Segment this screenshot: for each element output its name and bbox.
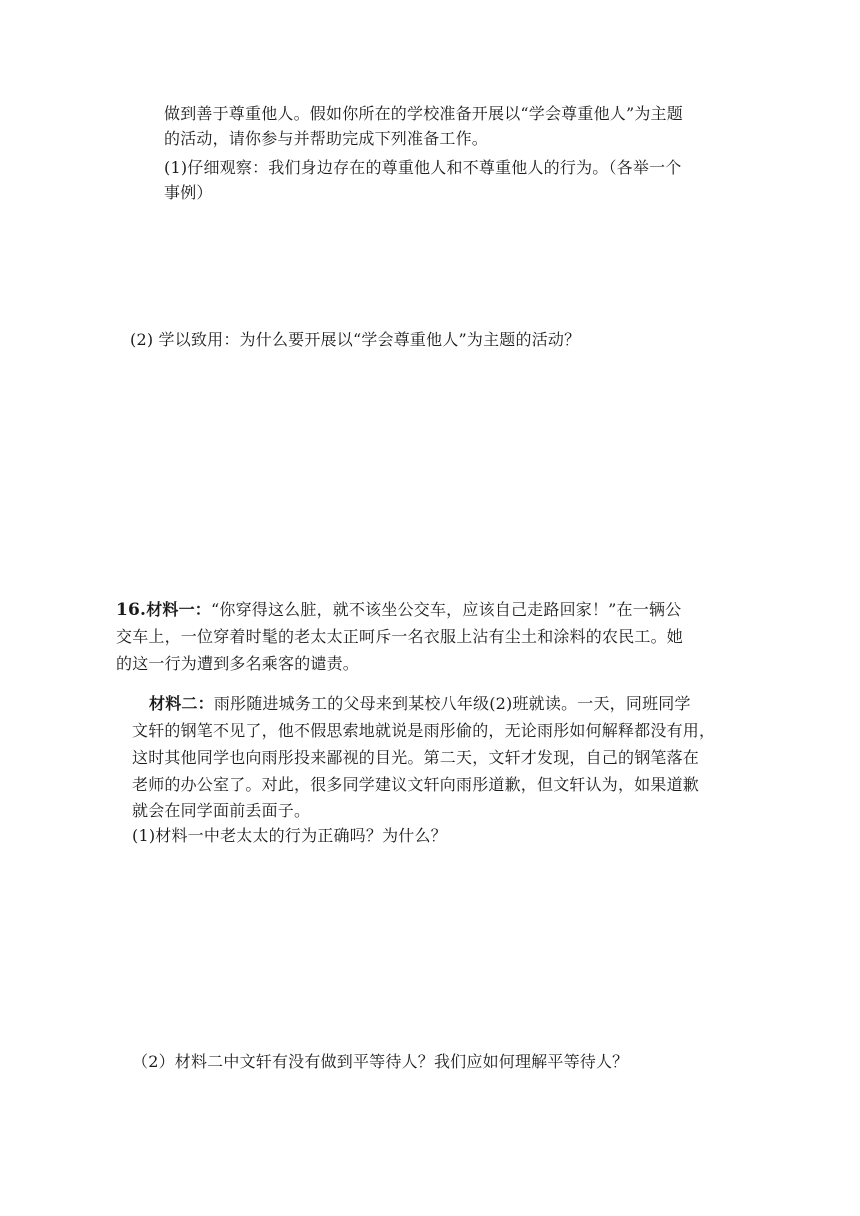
intro-line-2: 的活动，请你参与并帮助完成下列准备工作。 xyxy=(164,129,489,148)
material-1-label: 材料一： xyxy=(146,600,211,619)
question-16-1: (1)材料一中老太太的行为正确吗？为什么？ xyxy=(132,826,447,845)
question-15-2: (2) 学以致用：为什么要开展以“学会尊重他人”为主题的活动？ xyxy=(130,330,581,349)
material-2-line-5: 就会在同学面前丢面子。 xyxy=(132,801,311,820)
question-16-2: （2）材料二中文轩有没有做到平等待人？我们应如何理解平等待人？ xyxy=(132,1052,629,1071)
material-2-text: 雨彤随进城务工的父母来到某校八年级(2)班就读。一天，同班同学 xyxy=(213,694,691,713)
material-2-line-4: 老师的办公室了。对此，很多同学建议文轩向雨彤道歉，但文轩认为，如果道歉 xyxy=(132,775,700,794)
material-2-line-3: 这时其他同学也向雨彤投来鄙视的目光。第二天，文轩才发现，自己的钢笔落在 xyxy=(132,748,700,767)
question-number: 16. xyxy=(116,600,147,620)
material-2-label: 材料二： xyxy=(149,694,214,713)
material-2-line-2: 文轩的钢笔不见了，他不假思索地就说是雨彤偷的，无论雨彤如何解释都没有用， xyxy=(132,721,716,740)
material-1-line-3: 的这一行为遭到多名乘客的谴责。 xyxy=(116,654,360,673)
material-2-line-1 xyxy=(149,691,691,716)
question-15-1-line-1: (1)仔细观察：我们身边存在的尊重他人和不尊重他人的行为。（各举一个 xyxy=(164,158,682,177)
material-1-text: “你穿得这么脏，就不该坐公交车，应该自己走路回家！”在一辆公 xyxy=(211,600,682,619)
question-15-1-line-2: 事例） xyxy=(164,183,213,202)
intro-line-1: 做到善于尊重他人。假如你所在的学校准备开展以“学会尊重他人”为主题 xyxy=(164,104,683,123)
material-1-line-1 xyxy=(116,597,681,623)
material-1-line-2: 交车上，一位穿着时髦的老太太正呵斥一名衣服上沾有尘土和涂料的农民工。她 xyxy=(116,627,684,646)
